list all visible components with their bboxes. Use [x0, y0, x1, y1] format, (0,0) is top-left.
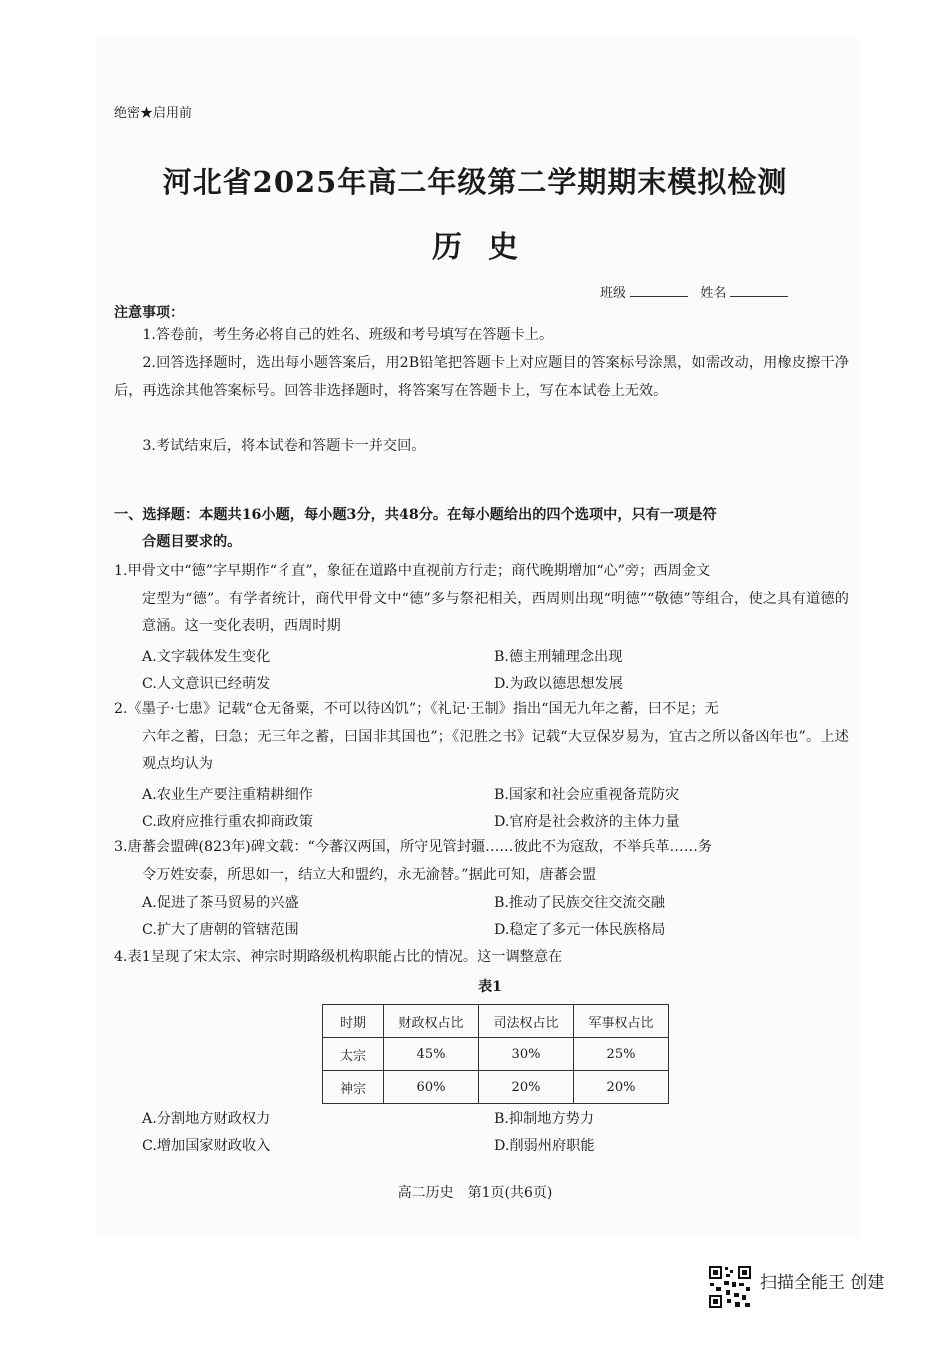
table-header-cell: 司法权占比	[479, 1005, 574, 1038]
name-blank	[730, 284, 788, 297]
table-cell: 20%	[479, 1071, 574, 1104]
class-label: 班级	[600, 286, 627, 301]
table-cell: 神宗	[323, 1071, 384, 1104]
q1-option-b: B.德主刑辅理念出现	[494, 649, 623, 665]
question-3-stem	[114, 834, 849, 889]
table-header-cell: 财政权占比	[384, 1005, 479, 1038]
question-2-first-line: 2.《墨子·七患》记载“仓无备粟，不可以待凶饥”；《礼记·王制》指出“国无九年之蓄，曰不足；无	[114, 701, 719, 717]
exam-title: 河北省2025年高二年级第二学期期末模拟检测	[162, 165, 788, 199]
notice-item-1: 1.答卷前，考生务必将自己的姓名、班级和考号填写在答题卡上。	[142, 327, 554, 343]
notice-item-3: 3.考试结束后，将本试卷和答题卡一并交回。	[142, 438, 426, 454]
table-caption: 表1	[478, 979, 502, 995]
section-heading-line1: 一、选择题：本题共16小题，每小题3分，共48分。在每小题给出的四个选项中，只有一项是符	[114, 507, 717, 523]
table-cell: 30%	[479, 1038, 574, 1071]
question-4-stem: 4.表1呈现了宋太宗、神宗时期路级机构职能占比的情况。这一调整意在	[114, 949, 563, 965]
q2-option-d: D.官府是社会救济的主体力量	[494, 814, 680, 830]
q3-option-d: D.稳定了多元一体民族格局	[494, 922, 666, 938]
question-2-stem	[114, 696, 849, 779]
table-cell: 太宗	[323, 1038, 384, 1071]
section-heading	[114, 502, 849, 556]
name-label: 姓名	[700, 286, 727, 301]
subject-title: 历史	[432, 230, 544, 265]
q2-option-c: C.政府应推行重农抑商政策	[142, 814, 313, 830]
question-1-first-line: 1.甲骨文中“德”字早期作“彳直”，象征在道路中直视前方行走；商代晚期增加“心”旁；西周金文	[114, 563, 711, 579]
notice-item-2: 2.回答选择题时，选出每小题答案后，用2B铅笔把答题卡上对应题目的答案标号涂黑，如需改动，用橡皮擦干净后，再选涂其他答案标号。回答非选择题时，将答案写在答题卡上，写在本试卷上无效。	[114, 355, 849, 399]
table-cell: 45%	[384, 1038, 479, 1071]
class-name-line	[600, 282, 788, 301]
table-header-cell: 军事权占比	[574, 1005, 669, 1038]
q2-option-b: B.国家和社会应重视备荒防灾	[494, 787, 680, 803]
table-cell: 60%	[384, 1071, 479, 1104]
confidential-mark: 绝密★启用前	[114, 106, 193, 121]
notice-heading: 注意事项：	[114, 305, 184, 321]
q4-option-a: A.分割地方财政权力	[142, 1111, 271, 1127]
page-footer: 高二历史 第1页(共6页)	[397, 1185, 553, 1201]
table-header-cell: 时期	[323, 1005, 384, 1038]
table-1	[322, 1004, 669, 1104]
question-3-continued: 令万姓安泰，所思如一，结立大和盟约，永无渝替。”据此可知，唐蕃会盟	[142, 866, 597, 883]
qr-code-icon	[708, 1265, 752, 1309]
question-1-continued: 定型为“德”。有学者统计，商代甲骨文中“德”多与祭祀相关，西周则出现“明德”“敬德”等组合，使之具有道德的意涵。这一变化表明，西周时期	[142, 590, 849, 634]
question-3-first-line: 3.唐蕃会盟碑(823年)碑文载：“今蕃汉两国，所守见管封疆……彼此不为寇敌，不举兵革……务	[114, 839, 713, 855]
q1-option-d: D.为政以德思想发展	[494, 676, 623, 692]
class-blank	[630, 284, 688, 297]
table-row	[323, 1038, 669, 1071]
question-2-continued: 六年之蓄，曰急；无三年之蓄，曰国非其国也”；《氾胜之书》记载“大豆保岁易为，宜古之所以备凶年也”。上述观点均认为	[142, 728, 849, 772]
q4-option-c: C.增加国家财政收入	[142, 1138, 271, 1154]
q3-option-b: B.推动了民族交往交流交融	[494, 895, 665, 911]
q1-option-a: A.文字载体发生变化	[142, 649, 271, 665]
q4-option-b: B.抑制地方势力	[494, 1111, 595, 1127]
q3-option-c: C.扩大了唐朝的管辖范围	[142, 922, 299, 938]
question-1-stem	[114, 558, 849, 641]
table-header-row	[323, 1005, 669, 1038]
q4-option-d: D.削弱州府职能	[494, 1138, 595, 1154]
table-row	[323, 1071, 669, 1104]
scanner-watermark: 扫描全能王 创建	[760, 1273, 885, 1293]
q1-option-c: C.人文意识已经萌发	[142, 676, 271, 692]
q2-option-a: A.农业生产要注重精耕细作	[142, 787, 313, 803]
section-heading-line2: 合题目要求的。	[142, 534, 242, 550]
table-cell: 25%	[574, 1038, 669, 1071]
q3-option-a: A.促进了茶马贸易的兴盛	[142, 895, 299, 911]
table-cell: 20%	[574, 1071, 669, 1104]
